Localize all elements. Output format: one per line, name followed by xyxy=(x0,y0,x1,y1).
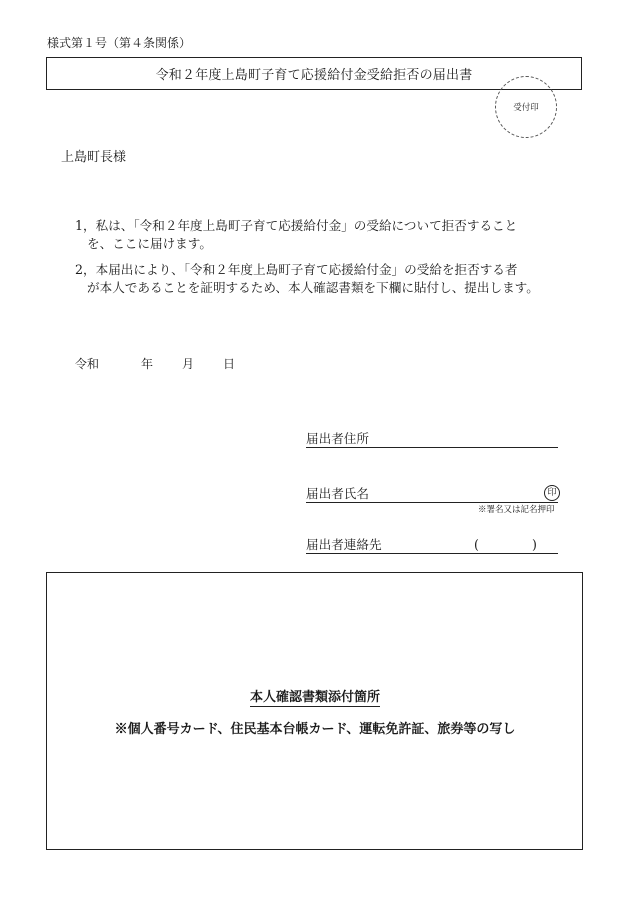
contact-field[interactable] xyxy=(306,536,558,554)
receipt-stamp-label: 受付印 xyxy=(513,103,539,113)
date-month: 月 xyxy=(182,357,195,371)
date-day: 日 xyxy=(223,357,236,371)
receipt-stamp-circle xyxy=(495,76,557,138)
attachment-heading-text: 本人確認書類添付箇所 xyxy=(249,690,380,705)
contact-label: 届出者連絡先 xyxy=(306,537,382,552)
date-line xyxy=(75,355,235,372)
date-era: 令和 xyxy=(75,357,100,371)
paragraph-1-line-1: 1，私は、「令和２年度上島町子育て応援給付金」の受給について拒否すること xyxy=(75,218,518,233)
form-number: 様式第１号（第４条関係） xyxy=(47,36,192,50)
document-title-box xyxy=(46,57,582,90)
addressee: 上島町長様 xyxy=(61,150,127,165)
id-document-attachment-box xyxy=(46,572,583,850)
paragraph-1-line-2: を、ここに届けます。 xyxy=(87,236,212,251)
document-title: 令和２年度上島町子育て応援給付金受給拒否の届出書 xyxy=(155,68,473,83)
paragraph-2-line-2: が本人であることを証明するため、本人確認書類を下欄に貼付し、提出します。 xyxy=(87,280,539,295)
attachment-heading xyxy=(0,686,630,705)
contact-paren-close: ) xyxy=(532,537,537,552)
date-year: 年 xyxy=(141,357,154,371)
paragraph-2 xyxy=(75,261,539,297)
seal-icon: 印 xyxy=(544,485,560,501)
name-label: 届出者氏名 xyxy=(306,486,369,501)
address-field[interactable] xyxy=(306,430,558,448)
address-label: 届出者住所 xyxy=(306,431,369,446)
contact-paren-open: ( xyxy=(474,537,479,552)
paragraph-1 xyxy=(75,217,517,253)
attachment-documents: ※個人番号カード、住民基本台帳カード、運転免許証、旅券等の写し xyxy=(114,722,516,737)
signature-note: ※署名又は記名押印 xyxy=(478,505,555,515)
paragraph-2-line-1: 2，本届出により、「令和２年度上島町子育て応援給付金」の受給を拒否する者 xyxy=(75,262,518,277)
name-field[interactable] xyxy=(306,485,558,503)
